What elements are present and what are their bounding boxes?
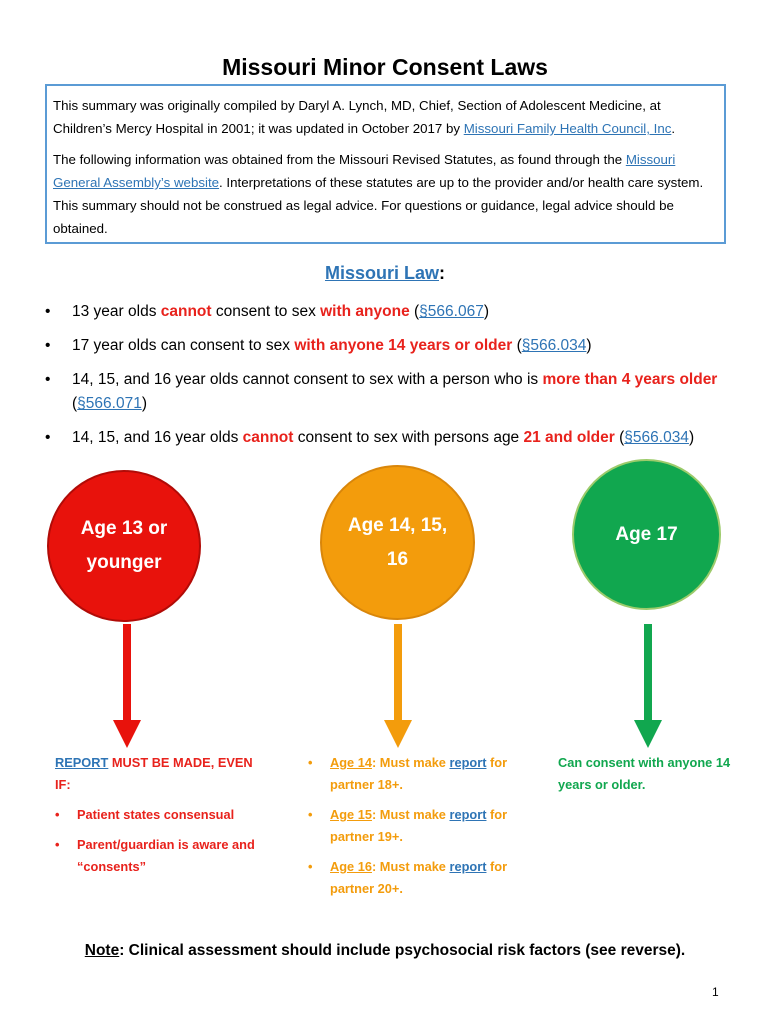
age-17-circle	[572, 459, 721, 610]
page-title: Missouri Minor Consent Laws	[222, 54, 548, 80]
bullet-text: 17 year olds can consent to sex	[72, 337, 295, 354]
statute-link[interactable]: §566.034	[624, 429, 689, 446]
law-bullet	[45, 426, 745, 450]
bullet-icon: •	[308, 807, 313, 822]
report-link[interactable]: report	[449, 755, 487, 770]
list-item	[308, 856, 508, 900]
intro-box	[45, 84, 726, 244]
bullet-text: (	[614, 429, 625, 446]
intro-end-2: . Interpretations of these statutes are up to the provider and/or health care system. This summary should not be construed as legal advice. For questions or guidance, legal advice should be obtained.	[53, 175, 704, 236]
bullet-text: (	[72, 395, 78, 412]
bullet-text: )	[141, 395, 147, 412]
bullet-icon: •	[45, 337, 51, 354]
bullet-emphasis: 21 and older	[523, 429, 615, 446]
intro-paragraph-1	[53, 94, 718, 140]
bullet-icon: •	[45, 429, 51, 446]
law-heading-label[interactable]: Missouri Law	[324, 263, 440, 283]
list-item-text: : Must make	[371, 755, 450, 770]
intro-text-1: This summary was originally compiled by Daryl A. Lynch, MD, Chief, Section of Adolescent Medicine, at Children’s Mercy Hospital in 2001; it was updated in October 2017 by	[53, 98, 661, 136]
intro-paragraph-2	[53, 148, 718, 240]
list-item-text: Parent/guardian is aware and “consents”	[77, 837, 255, 874]
list-item-text: Patient states consensual	[77, 807, 235, 822]
law-bullet	[45, 300, 745, 324]
bullet-emphasis: with anyone	[320, 303, 410, 320]
bullet-icon: •	[308, 859, 313, 874]
bullet-icon: •	[55, 837, 60, 852]
age-17-label: Age 17	[615, 523, 678, 545]
orange-down-arrow-icon	[384, 624, 412, 750]
page-number: 1	[712, 985, 719, 999]
bullet-text: consent to sex	[211, 303, 321, 320]
age-14-16-guidance	[308, 752, 508, 908]
age-14-16-circle	[320, 465, 475, 620]
list-item	[55, 834, 255, 878]
bullet-text: (	[512, 337, 522, 354]
age-link[interactable]: Age 14	[330, 755, 372, 770]
law-heading-colon: :	[439, 263, 446, 283]
bullet-text: )	[483, 303, 489, 320]
bullet-icon: •	[45, 303, 51, 320]
bullet-emphasis: cannot	[242, 429, 294, 446]
bullet-emphasis: cannot	[160, 303, 212, 320]
statute-link[interactable]: §566.034	[521, 337, 587, 354]
age-13-guidance	[55, 752, 255, 878]
law-bullet	[45, 334, 745, 358]
list-item	[308, 804, 508, 848]
statute-link[interactable]: §566.067	[419, 303, 484, 320]
age-13-label: Age 13 or younger	[80, 518, 168, 573]
age-link[interactable]: Age 15	[330, 807, 372, 822]
report-link[interactable]: report	[449, 859, 487, 874]
report-heading-text: MUST BE MADE, EVEN IF:	[55, 755, 253, 792]
bullet-text: )	[688, 429, 695, 446]
age-13-circle	[47, 470, 201, 622]
list-item-text: for partner 18+.	[330, 755, 508, 792]
red-down-arrow-icon	[113, 624, 141, 750]
bullet-text: consent to sex with persons age	[293, 429, 524, 446]
list-item	[55, 804, 255, 826]
intro-end-1: .	[671, 121, 676, 136]
general-assembly-link[interactable]: Missouri General Assembly’s website	[53, 152, 676, 190]
note-text: : Clinical assessment should include psychosocial risk factors (see reverse).	[119, 942, 686, 959]
report-link[interactable]: report	[449, 807, 487, 822]
green-down-arrow-icon	[634, 624, 662, 750]
bullet-text: )	[586, 337, 592, 354]
intro-text-2: The following information was obtained from the Missouri Revised Statutes, as found through the	[53, 152, 626, 167]
list-item-text: : Must make	[371, 859, 450, 874]
missouri-law-heading	[0, 263, 770, 284]
age-13-list	[55, 804, 255, 878]
bullet-icon: •	[308, 755, 313, 770]
statute-link[interactable]: §566.071	[77, 395, 142, 412]
list-item-text: for partner 20+.	[330, 859, 508, 896]
list-item-text: : Must make	[371, 807, 450, 822]
bullet-icon: •	[55, 807, 60, 822]
age-link[interactable]: Age 16	[330, 859, 372, 874]
list-item	[308, 752, 508, 796]
bullet-text: (	[409, 303, 420, 320]
bullet-text: 14, 15, and 16 year olds	[72, 429, 243, 446]
mfhc-link[interactable]: Missouri Family Health Council, Inc	[463, 121, 672, 136]
age-17-guidance: Can consent with anyone 14 years or older.	[558, 755, 731, 792]
bullet-emphasis: more than 4 years older	[542, 371, 718, 388]
age-14-16-label: Age 14, 15, 16	[347, 514, 448, 570]
law-bullet	[45, 368, 745, 416]
note-label: Note	[84, 942, 120, 959]
list-item-text: for partner 19+.	[330, 807, 508, 844]
bullet-text: 13 year olds	[72, 303, 161, 320]
bullet-icon: •	[45, 371, 51, 388]
report-link[interactable]: REPORT	[55, 755, 109, 770]
bullet-emphasis: with anyone 14 years or older	[294, 337, 513, 354]
report-heading	[55, 752, 255, 796]
law-bullet-list	[45, 300, 745, 460]
note	[0, 942, 770, 960]
bullet-text: 14, 15, and 16 year olds cannot consent to sex with a person who is	[72, 371, 543, 388]
